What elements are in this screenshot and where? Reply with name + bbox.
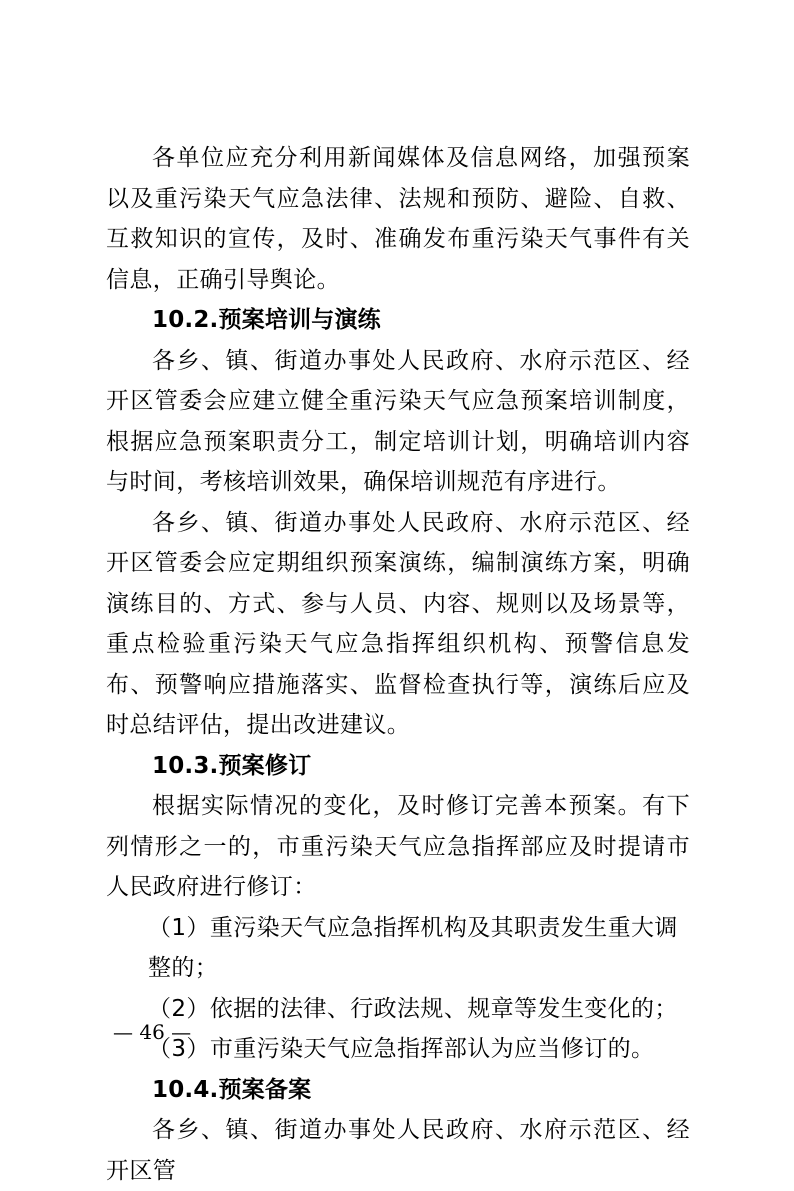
section-heading-10-2: 10.2.预案培训与演练 — [152, 307, 381, 333]
list-item-revision-2: （2）依据的法律、行政法规、规章等发生变化的； — [148, 995, 678, 1022]
section-heading-10-3: 10.3.预案修订 — [152, 752, 312, 779]
list-item-revision-1: （1）重污染天气应急指挥机构及其职责发生重大调整的； — [148, 914, 678, 981]
page-number: — 46 — — [113, 1020, 192, 1044]
paragraph-publicity: 各单位应充分利用新闻媒体及信息网络，加强预案以及重污染天气应急法律、法规和预防、避险、自救、互救知识的宣传，及时、准确发布重污染天气事件有关信息，正确引导舆论。 — [106, 145, 690, 293]
section-heading-10-4: 10.4.预案备案 — [152, 1076, 312, 1103]
list-item-revision-3: （3）市重污染天气应急指挥部认为应当修订的。 — [148, 1036, 655, 1062]
paragraph-drills: 各乡、镇、街道办事处人民政府、水府示范区、经开区管委会应定期组织预案演练，编制演练方案，明确演练目的、方式、参与人员、内容、规则以及场景等，重点检验重污染天气应急指挥组织机构、预警信息发布、预警响应措施落实、监督检查执行等，演练后应及时总结评估，提出改进建议。 — [106, 509, 690, 738]
document-body — [106, 138, 690, 1191]
paragraph-training: 各乡、镇、街道办事处人民政府、水府示范区、经开区管委会应建立健全重污染天气应急预案培训制度，根据应急预案职责分工，制定培训计划，明确培训内容与时间，考核培训效果，确保培训规范有序进行。 — [106, 347, 690, 495]
paragraph-revision: 根据实际情况的变化，及时修订完善本预案。有下列情形之一的，市重污染天气应急指挥部应及时提请市人民政府进行修订： — [106, 793, 690, 900]
paragraph-filing: 各乡、镇、街道办事处人民政府、水府示范区、经开区管 — [106, 1117, 690, 1184]
